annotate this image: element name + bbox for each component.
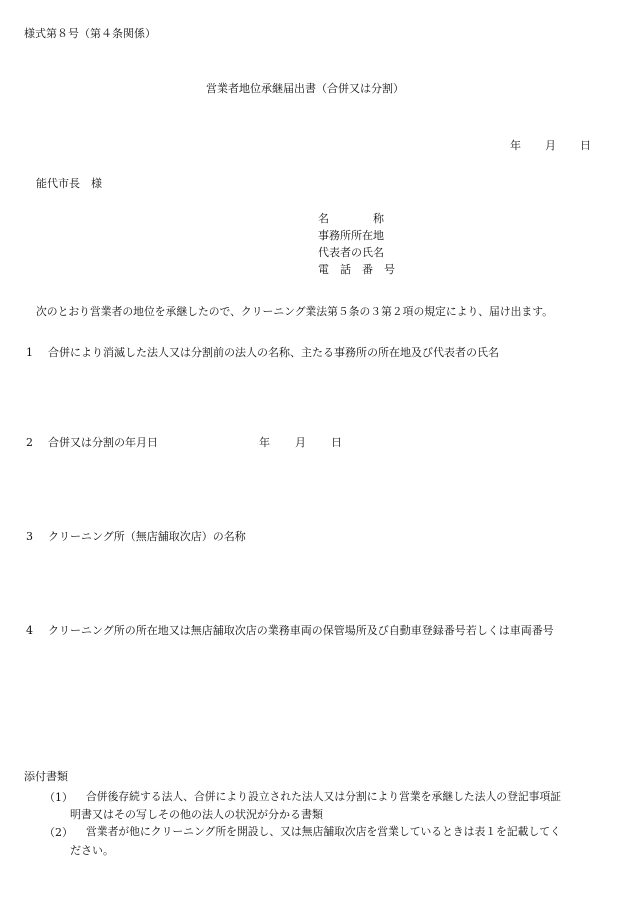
item-text: 合併により消滅した法人又は分割前の法人の名称、主たる事務所の所在地及び代表者の氏名 [48, 346, 499, 359]
date-month-label: 月 [545, 139, 556, 152]
applicant-representative-label: 代表者の氏名 [318, 246, 384, 259]
addressee: 能代市長 様 [36, 177, 102, 190]
date-day-label: 日 [580, 139, 591, 152]
item2-year-label: 年 [259, 436, 270, 449]
item-number: 4 [26, 624, 33, 637]
attachment-line: 営業者が他にクリーニング所を開設し、又は無店舗取次店を営業しているときは表１を記載してく [86, 825, 561, 838]
item-number: 3 [26, 530, 33, 543]
item-text: クリーニング所（無店舗取次店）の名称 [48, 530, 246, 543]
item-text: 合併又は分割の年月日 [48, 436, 158, 449]
form-number: 様式第８号（第４条関係） [24, 27, 156, 40]
attachment-line: 合併後存続する法人、合併により設立された法人又は分割により営業を承継した法人の登記事項証 [86, 790, 562, 803]
applicant-phone-label: 電 話 番 号 [318, 263, 395, 276]
attachment-mark: （2） [44, 826, 73, 839]
attachment-line: ださい。 [70, 844, 114, 857]
item2-day-label: 日 [331, 436, 342, 449]
item-text: クリーニング所の所在地又は無店舗取次店の業務車両の保管場所及び自動車登録番号若しくは車両番号 [48, 624, 554, 637]
statement: 次のとおり営業者の地位を承継したので、クリーニング業法第５条の３第２項の規定により、届け出ます。 [36, 305, 553, 318]
item2-month-label: 月 [295, 436, 306, 449]
applicant-name-label: 名 称 [318, 212, 384, 225]
attachment-line: 明書又はその写しその他の法人の状況が分かる書類 [70, 808, 323, 821]
applicant-block [318, 212, 395, 276]
date-year-label: 年 [510, 139, 521, 152]
document-title: 営業者地位承継届出書（合併又は分割） [206, 82, 404, 95]
item-number: 2 [26, 436, 33, 449]
attachment-mark: （1） [44, 791, 73, 804]
item-number: 1 [26, 346, 33, 359]
attachments-heading: 添付書類 [24, 770, 68, 783]
applicant-office-label: 事務所所在地 [318, 229, 384, 242]
